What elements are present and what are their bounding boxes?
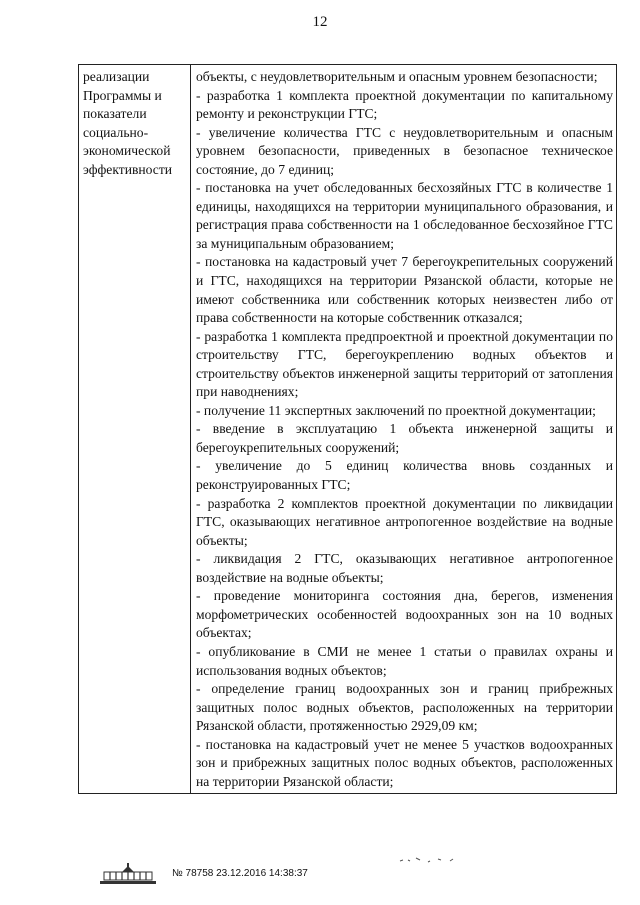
indicator-item: - ликвидация 2 ГТС, оказывающих негативное антропогенное воздействие на водные объекты; bbox=[196, 551, 613, 585]
indicator-item: - увеличение количества ГТС с неудовлетворительным и опасным уровнем безопасности, приведенных в безопасное техническое состояние, до 7 единиц; bbox=[196, 124, 613, 177]
indicator-item: - постановка на кадастровый учет 7 берегоукрепительных сооружений и ГТС, находящихся на территории Рязанской области, которые не имеют собственника или собственник которых неизвестен либо от права собственности на которые собственник отказался; bbox=[196, 254, 613, 326]
indicator-item: - определение границ водоохранных зон и границ прибрежных защитных полос водных объектов, расположенных на территории Рязанской области, протяженностью 2929,09 км; bbox=[196, 681, 613, 734]
program-table bbox=[78, 64, 617, 794]
signature-mark bbox=[398, 852, 458, 868]
indicator-item: - опубликование в СМИ не менее 1 статьи о правилах охраны и использования водных объектов; bbox=[196, 643, 613, 678]
indicator-item: - постановка на учет обследованных бесхозяйных ГТС в количестве 1 единицы, находящихся на территории муниципального образования, и регистрация права собственности на 1 обследованное бесхозяйное ГТС за муниципальным образованием; bbox=[196, 180, 613, 251]
indicator-item: - проведение мониторинга состояния дна, берегов, изменения морфометрических особенностей водоохранных зон на 10 водных объектах; bbox=[196, 588, 613, 641]
page-number: 12 bbox=[312, 14, 328, 30]
government-building-logo bbox=[98, 863, 158, 885]
section-label: реализации Программы и показатели социально-экономической эффективности bbox=[83, 69, 173, 177]
registration-stamp: № 78758 23.12.2016 14:38:37 bbox=[172, 868, 308, 879]
indicator-item: - разработка 1 комплекта проектной документации по капитальному ремонту и реконструкции ГТС; bbox=[196, 87, 613, 122]
indicator-item: - постановка на кадастровый учет не менее 5 участков водоохранных зон и прибрежных защитных полос водных объектов, расположенных на территории Рязанской области; bbox=[196, 736, 613, 789]
indicator-item: - увеличение до 5 единиц количества вновь созданных и реконструированных ГТС; bbox=[196, 458, 613, 493]
indicators-list bbox=[196, 68, 613, 791]
indicator-item: - разработка 1 комплекта предпроектной и проектной документации по строительству ГТС, берегоукреплению водных объектов и строительству объектов инженерной защиты территорий от затопления при наводнениях; bbox=[196, 328, 613, 400]
section-label-cell bbox=[79, 65, 191, 794]
indicator-item: - введение в эксплуатацию 1 объекта инженерной защиты и берегоукрепительных сооружений; bbox=[196, 421, 613, 455]
indicators-cell bbox=[191, 65, 617, 794]
indicator-item: - разработка 2 комплектов проектной документации по ликвидации ГТС, оказывающих негативное антропогенное воздействие на водные объекты; bbox=[196, 495, 613, 548]
indicator-item: объекты, с неудовлетворительным и опасным уровнем безопасности; bbox=[196, 69, 598, 84]
table-row bbox=[79, 65, 617, 794]
indicator-item: - получение 11 экспертных заключений по проектной документации; bbox=[196, 402, 596, 418]
